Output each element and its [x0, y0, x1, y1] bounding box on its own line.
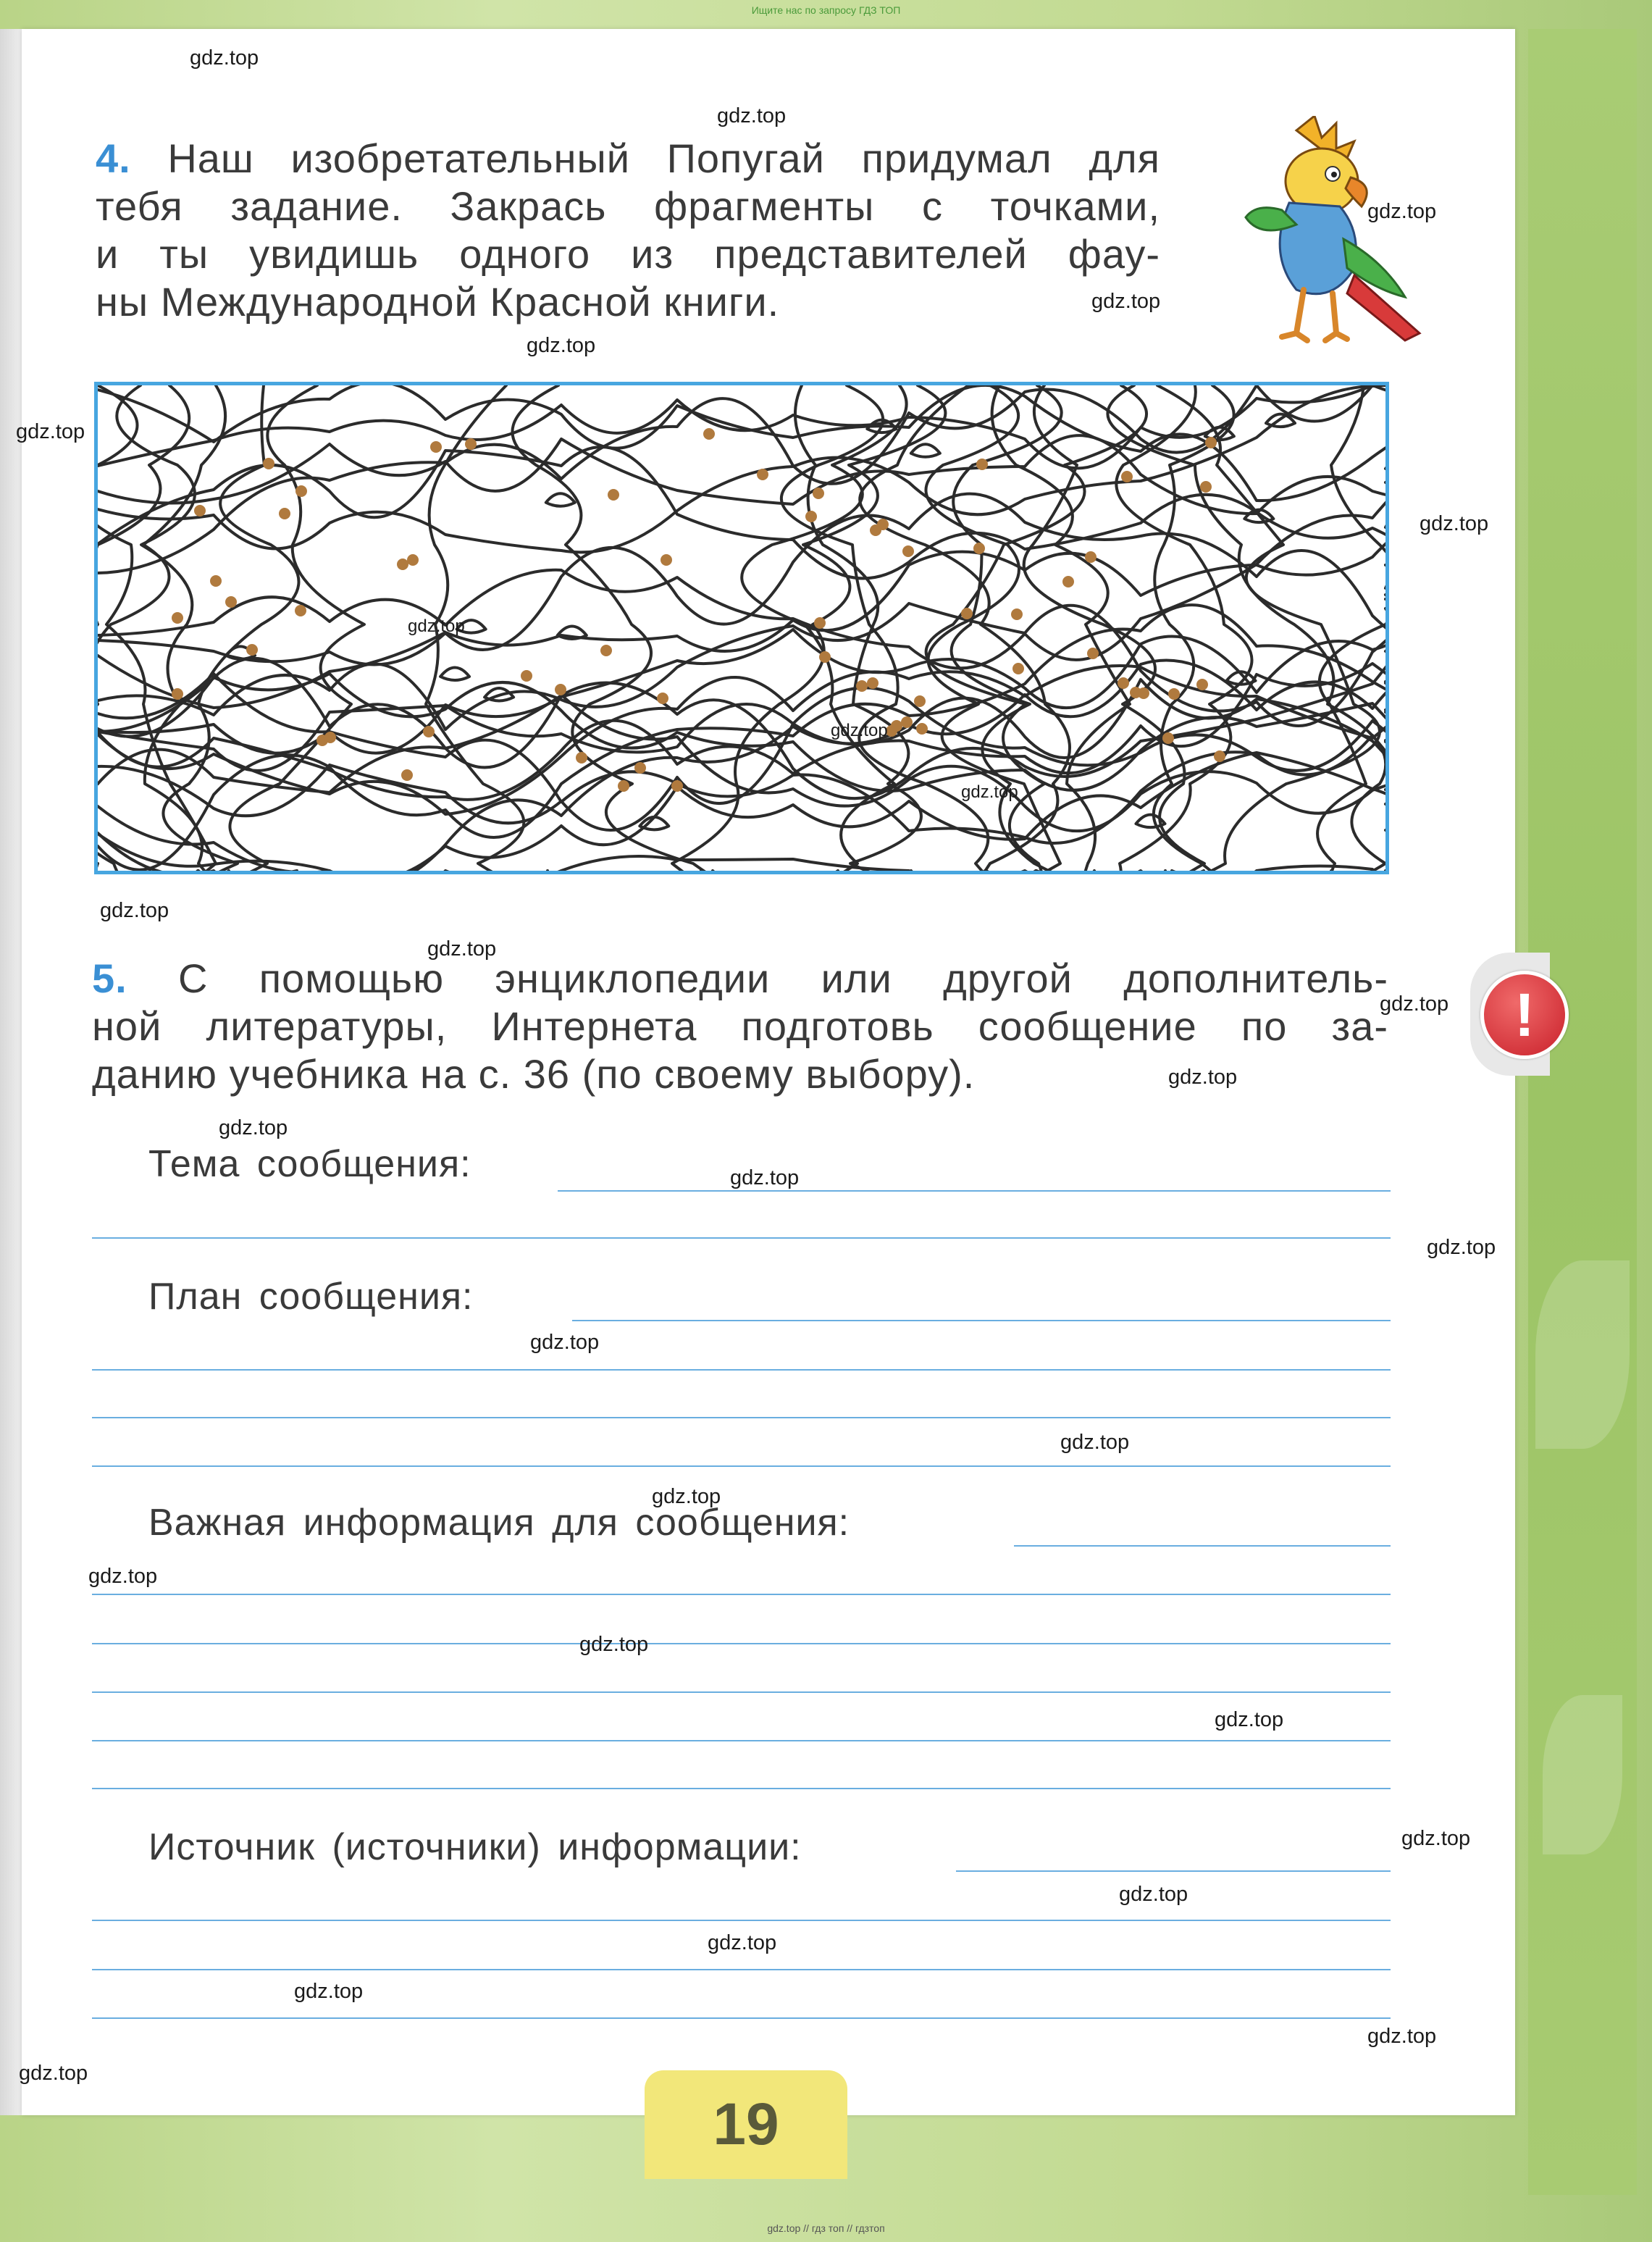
- puzzle-dot: [465, 438, 477, 450]
- puzzle-line: [98, 834, 1385, 871]
- puzzle-dot: [324, 732, 336, 743]
- puzzle-line: [1154, 385, 1234, 871]
- task-5-line: 5. С помощью энциклопедии или другой дополнитель-: [92, 955, 1388, 1001]
- task-4-line: ны Международной Красной книги.: [96, 279, 780, 325]
- watermark: gdz.top: [1401, 1827, 1471, 1850]
- puzzle-dot: [813, 488, 824, 499]
- answer-line-sources[interactable]: [956, 1870, 1391, 1872]
- top-banner: Ищите нас по запросу ГДЗ ТОП: [751, 4, 901, 16]
- puzzle-dot: [916, 723, 928, 735]
- puzzle-dot: [805, 511, 817, 522]
- dot-coloring-puzzle: [94, 382, 1389, 874]
- puzzle-dot: [521, 670, 532, 682]
- puzzle-line: [546, 493, 575, 506]
- puzzle-dot: [1087, 648, 1099, 659]
- puzzle-dot: [856, 680, 868, 692]
- puzzle-dot: [657, 693, 668, 704]
- puzzle-dot: [430, 441, 442, 453]
- watermark: gdz.top: [16, 420, 85, 443]
- task-5-line: ной литературы, Интернета подготовь сообщение по за-: [92, 1003, 1388, 1049]
- answer-line[interactable]: [92, 1920, 1391, 1921]
- topic-label: Тема сообщения:: [148, 1143, 471, 1185]
- puzzle-dot: [1196, 679, 1208, 690]
- puzzle-dot: [210, 575, 222, 587]
- puzzle-line: [98, 385, 1385, 573]
- puzzle-dot: [901, 716, 913, 728]
- answer-line[interactable]: [92, 1691, 1391, 1693]
- watermark: gdz.top: [1367, 2025, 1437, 2048]
- watermark: gdz.top: [190, 46, 259, 70]
- puzzle-dot: [703, 428, 715, 440]
- puzzle-dot: [397, 559, 408, 570]
- puzzle-dot: [819, 651, 831, 663]
- task-4-line: и ты увидишь одного из представителей фау-: [96, 231, 1160, 277]
- puzzle-dot: [608, 489, 619, 501]
- answer-line-plan[interactable]: [572, 1320, 1391, 1321]
- puzzle-dot: [576, 752, 587, 764]
- watermark: gdz.top: [1420, 512, 1489, 535]
- puzzle-dot: [973, 543, 985, 554]
- puzzle-dot: [867, 677, 879, 689]
- answer-line[interactable]: [92, 1417, 1391, 1418]
- puzzle-dot: [870, 524, 881, 536]
- answer-line[interactable]: [92, 1369, 1391, 1371]
- puzzle-dot: [1011, 608, 1023, 620]
- watermark: gdz.top: [427, 937, 497, 961]
- puzzle-dot: [814, 617, 826, 629]
- important-marker: [1470, 953, 1550, 1076]
- puzzle-line: [98, 605, 1385, 870]
- answer-line[interactable]: [92, 1465, 1391, 1467]
- task-4: [96, 135, 1160, 326]
- bottom-banner: gdz.top // гдз топ // гдзтоп: [767, 2222, 885, 2234]
- puzzle-dot: [1121, 471, 1133, 482]
- puzzle-dot: [225, 596, 237, 608]
- puzzle-dot: [407, 554, 419, 566]
- watermark: gdz.top: [730, 1166, 800, 1189]
- watermark: gdz.top: [530, 1331, 600, 1354]
- puzzle-dot: [295, 605, 306, 616]
- parrot-illustration: [1188, 116, 1427, 355]
- watermark: gdz.top: [1060, 1431, 1130, 1454]
- puzzle-drawing: [98, 385, 1385, 871]
- puzzle-dot: [891, 720, 902, 732]
- info-label: Важная информация для сообщения:: [148, 1502, 850, 1544]
- leaf-decoration: [1543, 1695, 1622, 1854]
- answer-line[interactable]: [92, 1643, 1391, 1644]
- puzzle-dot: [961, 608, 973, 619]
- puzzle-dot: [1214, 750, 1225, 762]
- watermark: gdz.top: [1119, 1883, 1188, 1906]
- exclamation-icon: !: [1480, 971, 1569, 1059]
- puzzle-dot: [295, 485, 307, 497]
- puzzle-dot: [1168, 688, 1180, 700]
- puzzle-dot: [423, 726, 435, 737]
- watermark: gdz.top: [1427, 1236, 1496, 1259]
- right-decor-strip: [1528, 29, 1637, 2195]
- task-4-line: тебя задание. Закрась фрагменты с точками,: [96, 183, 1160, 229]
- puzzle-dot: [172, 612, 183, 624]
- watermark: gdz.top: [19, 2062, 88, 2085]
- puzzle-dot: [194, 505, 206, 516]
- puzzle-line: [1317, 385, 1385, 871]
- puzzle-dot: [600, 645, 612, 656]
- puzzle-dot: [1118, 677, 1129, 689]
- watermark: gdz.top: [831, 721, 888, 740]
- puzzle-line: [1047, 385, 1252, 871]
- puzzle-dot: [661, 554, 672, 566]
- answer-line-topic[interactable]: [558, 1190, 1391, 1192]
- watermark: gdz.top: [961, 782, 1018, 802]
- puzzle-dot: [902, 545, 914, 557]
- puzzle-dot: [1205, 437, 1217, 448]
- answer-line[interactable]: [92, 1594, 1391, 1595]
- watermark: gdz.top: [88, 1565, 158, 1588]
- watermark: gdz.top: [1168, 1066, 1238, 1089]
- puzzle-dot: [401, 769, 413, 781]
- puzzle-dot: [1138, 687, 1149, 699]
- puzzle-dot: [1200, 481, 1212, 493]
- puzzle-dot: [1162, 732, 1174, 744]
- plan-label: План сообщения:: [148, 1276, 474, 1318]
- puzzle-dot: [1085, 551, 1097, 563]
- task-4-line: 4. Наш изобретательный Попугай придумал для: [96, 135, 1160, 181]
- task-number: 4.: [96, 135, 131, 181]
- watermark: gdz.top: [408, 616, 465, 636]
- puzzle-line: [911, 444, 940, 457]
- answer-line[interactable]: [92, 1740, 1391, 1741]
- puzzle-dot: [555, 684, 566, 695]
- watermark: gdz.top: [1215, 1708, 1284, 1731]
- watermark: gdz.top: [1091, 290, 1161, 313]
- watermark: gdz.top: [219, 1116, 288, 1139]
- watermark: gdz.top: [708, 1931, 777, 1954]
- task-number: 5.: [92, 955, 127, 1001]
- answer-line[interactable]: [92, 1788, 1391, 1789]
- puzzle-dot: [634, 762, 646, 774]
- watermark: gdz.top: [100, 899, 169, 922]
- puzzle-line: [440, 667, 469, 680]
- answer-line[interactable]: [92, 2017, 1391, 2019]
- puzzle-dot: [976, 459, 988, 470]
- answer-line[interactable]: [92, 1969, 1391, 1970]
- puzzle-dot: [1062, 576, 1074, 587]
- watermark: gdz.top: [652, 1485, 721, 1508]
- answer-line-info[interactable]: [1014, 1545, 1391, 1547]
- puzzle-dot: [914, 695, 926, 707]
- watermark: gdz.top: [1380, 992, 1449, 1016]
- watermark: gdz.top: [527, 334, 596, 357]
- puzzle-line: [216, 385, 364, 871]
- answer-line[interactable]: [92, 1237, 1391, 1239]
- watermark: gdz.top: [579, 1633, 649, 1656]
- puzzle-dot: [757, 469, 768, 480]
- watermark: gdz.top: [1367, 200, 1437, 223]
- puzzle-line: [512, 385, 727, 871]
- puzzle-dot: [263, 458, 274, 469]
- puzzle-dot: [1012, 663, 1024, 674]
- page-number: 19: [645, 2070, 847, 2179]
- sources-label: Источник (источники) информации:: [148, 1826, 802, 1868]
- leaf-decoration: [1535, 1260, 1630, 1449]
- task-5-line: данию учебника на с. 36 (по своему выбору).: [92, 1051, 976, 1097]
- puzzle-dot: [618, 780, 629, 792]
- puzzle-dot: [246, 644, 258, 656]
- puzzle-dot: [671, 780, 683, 792]
- watermark: gdz.top: [294, 1980, 364, 2003]
- puzzle-dot: [172, 688, 183, 700]
- puzzle-dot: [279, 508, 290, 519]
- watermark: gdz.top: [717, 104, 787, 127]
